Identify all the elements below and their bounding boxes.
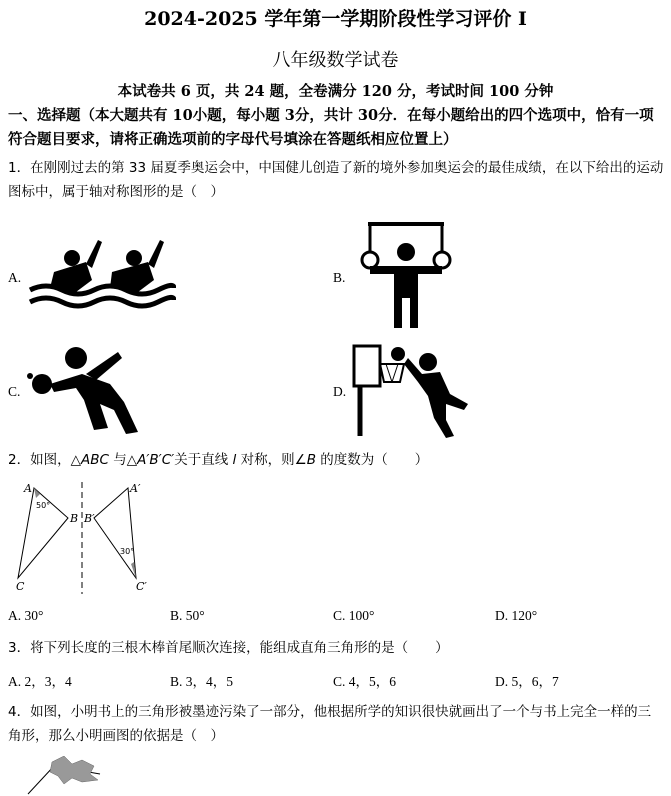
label-c-prime: C′ [136, 580, 147, 593]
q2-symmetry-figure [10, 478, 160, 598]
ink-stain [50, 756, 98, 784]
exam-subtitle: 八年级数学试卷 [272, 50, 399, 71]
q1-option-b-label: B. [333, 270, 346, 285]
question-3-text: 3．将下列长度的三根木棒首尾顺次连接，能组成直角三角形的是（ ） [8, 640, 449, 656]
q3-option-b: B. 3，4，5 [170, 674, 234, 689]
exam-title: 2024-2025 学年第一学期阶段性学习评价 Ⅰ [144, 8, 527, 30]
label-a-prime: A′ [130, 482, 141, 495]
label-b: B [70, 512, 79, 525]
q1-option-b-rings-gymnast-icon [356, 222, 456, 330]
angle-30-label: 30° [120, 547, 135, 556]
question-1-text: 1．在刚刚过去的第 33 届夏季奥运会中，中国健儿创造了新的境外参加奥运会的最佳成绩，在以下给出的运动图标中，属于轴对称图形的是（ ） [8, 160, 664, 200]
q3-option-a: A. 2，3，4 [8, 674, 72, 689]
question-2-text: 2．如图，△ABC 与△A′B′C′关于直线 l 对称，则∠B 的度数为（ ） [8, 452, 429, 468]
label-c: C [16, 580, 25, 593]
q3-option-d: D. 5，6，7 [495, 674, 559, 689]
section-heading: 一、选择题（本大题共有 10小题，每小题 3分，共计 30分．在每小题给出的四个选项中，恰有一项符合题目要求，请将正确选项前的字母代号填涂在答题纸相应位置上） [8, 107, 654, 148]
q3-option-c: C. 4，5，6 [333, 674, 397, 689]
exam-info: 本试卷共 6 页，共 24 题，全卷满分 120 分，考试时间 100 分钟 [117, 83, 554, 100]
q2-option-a: A. 30° [8, 608, 44, 623]
q1-option-a-synchronized-swimming-icon [26, 232, 176, 312]
angle-50-label: 50° [36, 501, 51, 510]
q2-option-c: C. 100° [333, 608, 375, 623]
label-a: A [24, 482, 32, 495]
question-4-text: 4．如图，小明书上的三角形被墨迹污染了一部分，他根据所学的知识很快就画出了一个与书上完全一样的三角形，那么小明画图的依据是（ ） [8, 704, 652, 744]
q2-option-d: D. 120° [495, 608, 538, 623]
triangle-a2b2c2 [94, 488, 136, 578]
q1-option-d-basketball-icon [352, 344, 472, 438]
q2-option-b: B. 50° [170, 608, 205, 623]
q1-option-a-label: A. [8, 270, 22, 285]
q4-ink-stained-triangle-figure [24, 756, 114, 796]
q1-option-c-label: C. [8, 384, 21, 399]
label-b-prime: B′ [84, 512, 95, 525]
q1-option-c-table-tennis-icon [26, 344, 166, 436]
q1-option-d-label: D. [333, 384, 347, 399]
